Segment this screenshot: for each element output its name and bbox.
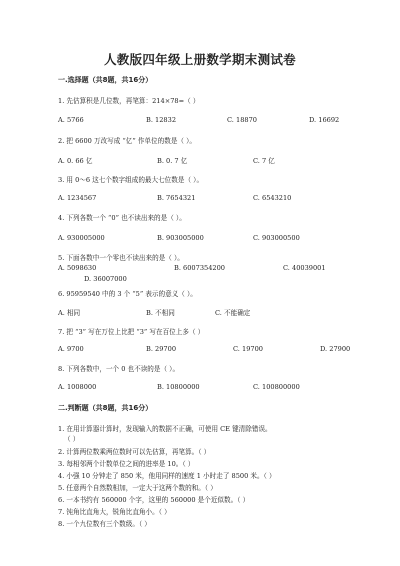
question-2: 2. 把 6600 万改写成 “亿” 作单位的数是（ ）。 bbox=[58, 137, 196, 145]
judgement-line-5: 5. 任意两个自然数相加，一定大于这两个数的和。（ ） bbox=[58, 484, 217, 492]
judgement-line-8: 8. 一个九位数有三个数级。（ ） bbox=[58, 520, 151, 528]
option-b: B. 29700 bbox=[146, 345, 177, 353]
option-c: C. 903000500 bbox=[253, 234, 300, 242]
option-a: A. 相同 bbox=[58, 309, 81, 317]
question-5: 5. 下面各数中一个零也不读出来的是（ ）。 bbox=[58, 254, 184, 262]
question-6: 6. 95959540 中的 3 个 “5” 表示的意义（ ）。 bbox=[58, 290, 197, 298]
option-b: B. 12832 bbox=[146, 116, 177, 124]
option-b: B. 0. 7 亿 bbox=[157, 157, 188, 165]
question-4: 4. 下列各数一个 “0” 也不读出来的是（ ）。 bbox=[58, 214, 186, 222]
section-heading-choice: 一.选择题（共8题，共16分） bbox=[58, 76, 153, 84]
judgement-line-1: 1. 在用计算器计算时，发现输入的数据不正确，可使用 CE 键清除错误。 bbox=[58, 425, 272, 433]
question-7: 7. 把 “3” 写在万位上比把 “3” 写在百位上多（ ） bbox=[58, 328, 205, 336]
option-c: C. 7 亿 bbox=[253, 157, 275, 165]
question-1: 1. 先估算积是几位数，再笔算：214×78=（ ） bbox=[58, 97, 200, 105]
option-c: C. 19700 bbox=[233, 345, 263, 353]
judgement-line-1-bracket: （ ） bbox=[64, 435, 80, 443]
option-c: C. 6543210 bbox=[253, 194, 292, 202]
option-b: B. 7654321 bbox=[157, 194, 196, 202]
option-c: C. 100800000 bbox=[253, 383, 300, 391]
judgement-line-6: 6. 一本书约有 560000 个字，这里的 560000 是个近似数。（ ） bbox=[58, 496, 250, 504]
judgement-line-3: 3. 每相邻两个计数单位之间的进率是 10。（ ） bbox=[58, 460, 195, 468]
option-a: A. 1234567 bbox=[58, 194, 97, 202]
option-d: D. 16692 bbox=[309, 116, 340, 124]
option-c: C. 18870 bbox=[227, 116, 257, 124]
option-a: A. 5098630 bbox=[58, 264, 97, 272]
section-heading-judgement: 二.判断题（共8题，共16分） bbox=[58, 404, 153, 412]
option-b: B. 不相同 bbox=[146, 309, 175, 317]
option-b: B. 903005000 bbox=[157, 234, 204, 242]
judgement-line-7: 7. 钝角比直角大，锐角比直角小。（ ） bbox=[58, 508, 171, 516]
option-b: B. 6007354200 bbox=[174, 264, 225, 272]
page-title: 人教版四年级上册数学期末测试卷 bbox=[103, 52, 296, 67]
judgement-line-2: 2. 计算两位数乘两位数时可以先估算，再笔算。（ ） bbox=[58, 448, 211, 456]
option-a: A. 1008000 bbox=[58, 383, 97, 391]
option-a: A. 9700 bbox=[58, 345, 84, 353]
option-d: D. 36007000 bbox=[84, 275, 127, 283]
option-c: C. 40039001 bbox=[283, 264, 326, 272]
question-8: 8. 下列各数中，一个 0 也不读的是（ ）。 bbox=[58, 365, 180, 373]
option-a: A. 930005000 bbox=[58, 234, 105, 242]
option-d: D. 27900 bbox=[320, 345, 351, 353]
judgement-line-4: 4. 小强 10 分钟走了 850 米，他用同样的速度 1 小时走了 8500 米。（ ） bbox=[58, 472, 276, 480]
option-c: C. 不能确定 bbox=[215, 309, 251, 317]
option-a: A. 5766 bbox=[58, 116, 84, 124]
option-b: B. 10800000 bbox=[157, 383, 200, 391]
option-a: A. 0. 66 亿 bbox=[58, 157, 93, 165]
question-3: 3. 用 0～6 这七个数字组成的最大七位数是（ ）。 bbox=[58, 176, 204, 184]
